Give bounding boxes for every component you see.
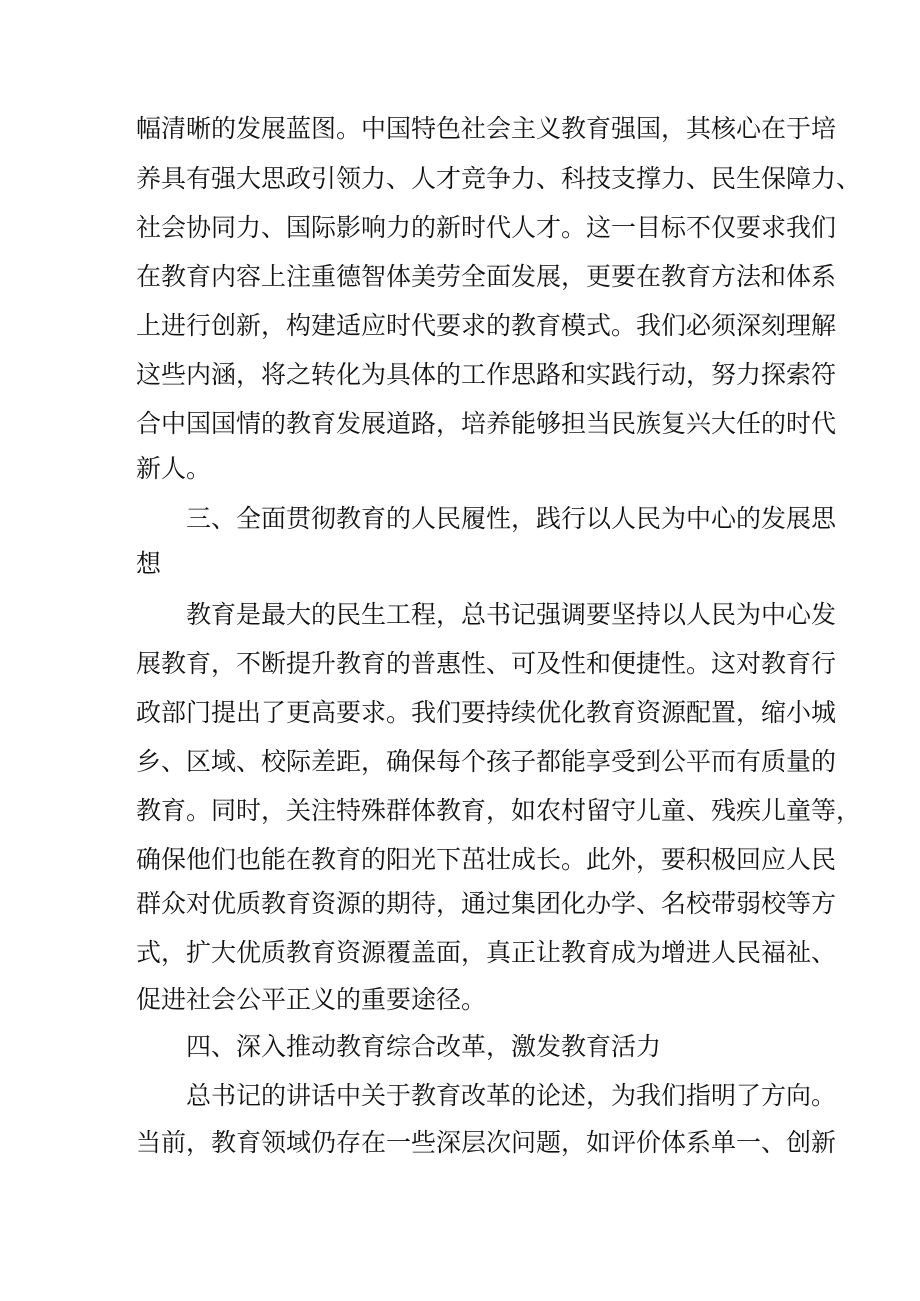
paragraph-line: 上进行创新，构建适应时代要求的教育模式。我们必须深刻理解 (136, 311, 837, 340)
section-heading: 想 (136, 549, 162, 578)
section-heading: 三、全面贯彻教育的人民履性，践行以人民为中心的发展思 (186, 504, 837, 533)
paragraph-line: 合中国国情的教育发展道路，培养能够担当民族复兴大任的时代 (136, 409, 837, 438)
paragraph-line: 幅清晰的发展蓝图。中国特色社会主义教育强国，其核心在于培 (136, 114, 837, 143)
paragraph-line: 乡、区域、校际差距，确保每个孩子都能享受到公平而有质量的 (136, 747, 837, 776)
paragraph-line: 展教育，不断提升教育的普惠性、可及性和便捷性。这对教育行 (136, 649, 837, 678)
paragraph-line: 总书记的讲话中关于教育改革的论述，为我们指明了方向。 (186, 1081, 837, 1110)
paragraph-line: 促进社会公平正义的重要途径。 (136, 985, 487, 1014)
paragraph-line: 社会协同力、国际影响力的新时代人才。这一目标不仅要求我们 (136, 213, 837, 242)
paragraph-line: 当前，教育领域仍存在一些深层次问题，如评价体系单一、创新 (136, 1128, 837, 1157)
paragraph-line: 式，扩大优质教育资源覆盖面，真正让教育成为增进人民福祉、 (136, 938, 837, 967)
paragraph-line: 这些内涵，将之转化为具体的工作思路和实践行动，努力探索符 (136, 360, 837, 389)
paragraph-line: 教育是最大的民生工程，总书记强调要坚持以人民为中心发 (186, 600, 837, 629)
paragraph-line: 群众对优质教育资源的期待，通过集团化办学、名校带弱校等方 (136, 889, 837, 918)
paragraph-line: 在教育内容上注重德智体美劳全面发展，更要在教育方法和体系 (136, 262, 837, 291)
paragraph-line: 确保他们也能在教育的阳光下茁壮成长。此外，要积极回应人民 (136, 845, 837, 874)
section-heading: 四、深入推动教育综合改革，激发教育活力 (186, 1032, 662, 1061)
paragraph-line: 政部门提出了更高要求。我们要持续优化教育资源配置，缩小城 (136, 698, 837, 727)
paragraph-line: 教育。同时，关注特殊群体教育，如农村留守儿童、残疾儿童等， (136, 796, 862, 825)
paragraph-line: 养具有强大思政引领力、人才竞争力、科技支撑力、民生保障力、 (136, 164, 862, 193)
paragraph-line: 新人。 (136, 454, 212, 483)
